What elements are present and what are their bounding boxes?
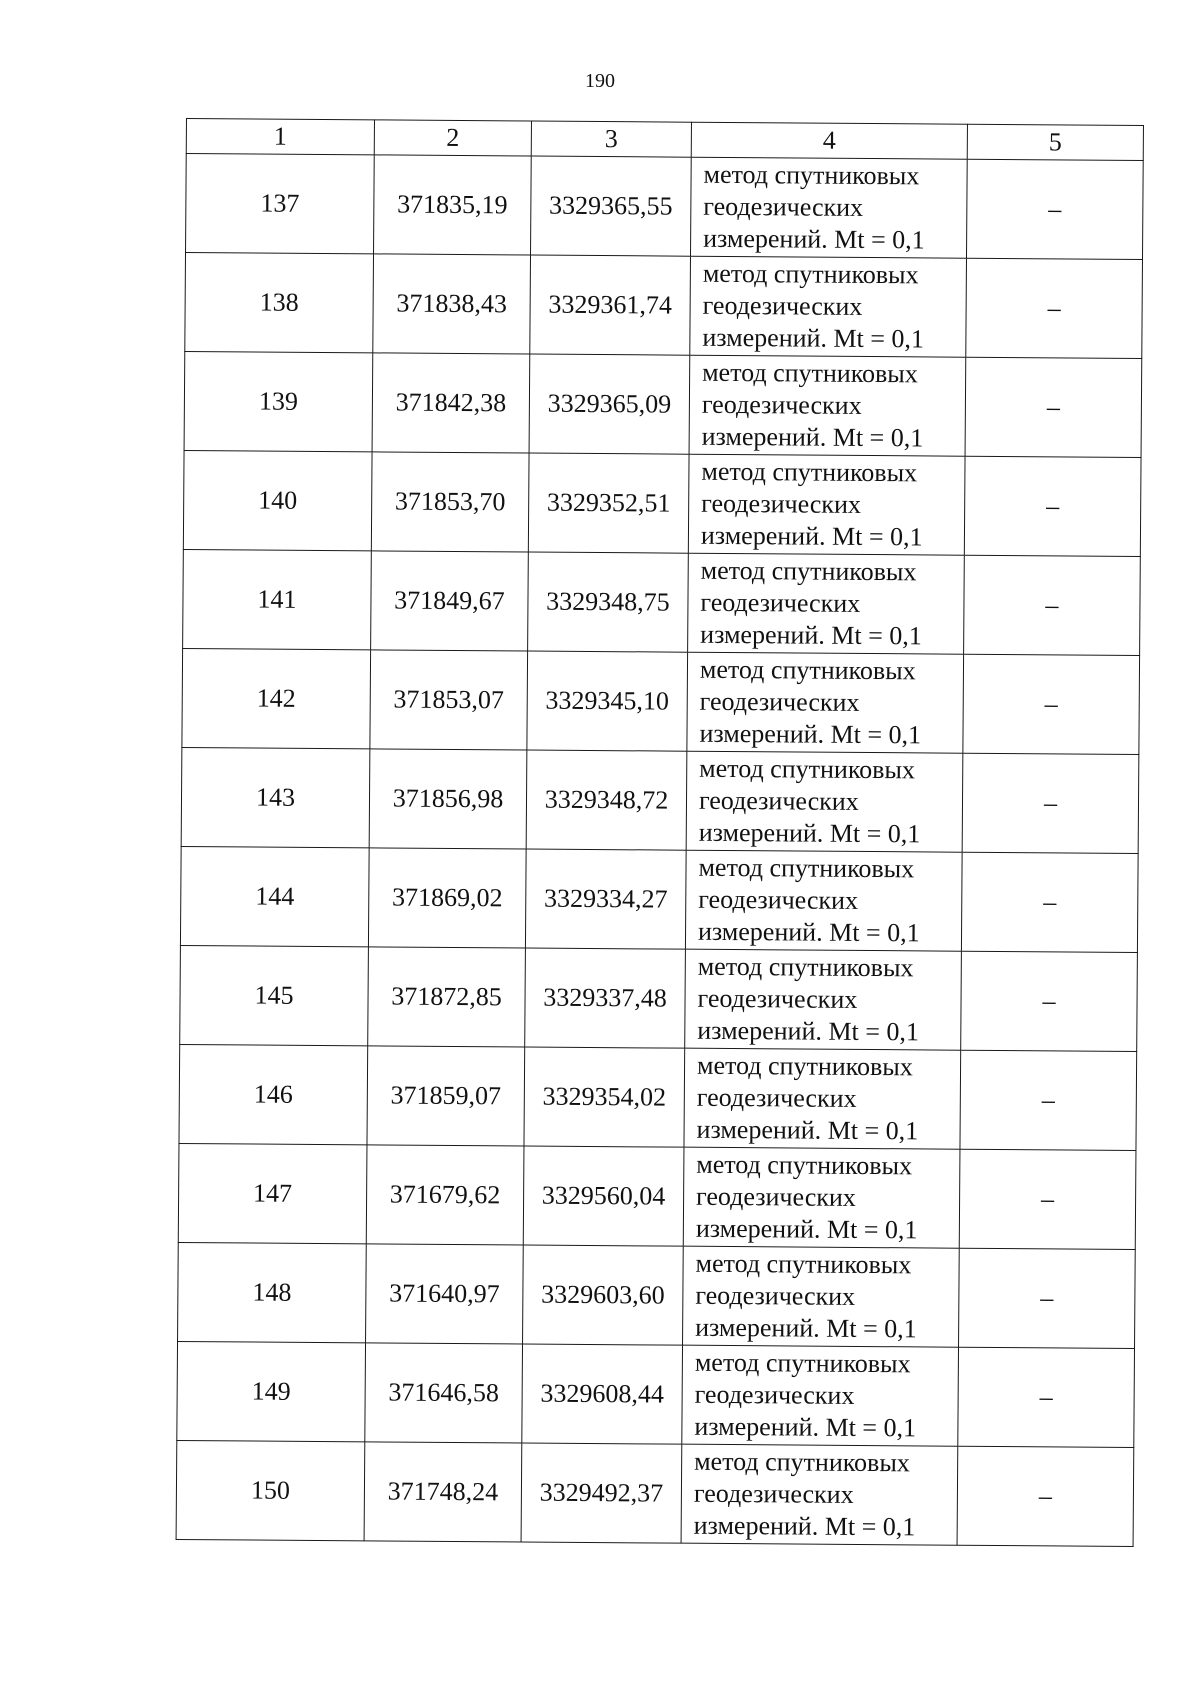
x-coordinate-cell: 371640,97 [366,1244,524,1344]
y-coordinate-cell: 3329492,37 [521,1443,682,1543]
page-number: 190 [585,70,615,92]
method-line: геодезических [693,1478,854,1509]
method-line: метод спутниковых [694,1347,911,1379]
method-line: геодезических [702,290,863,321]
y-coordinate-cell: 3329334,27 [525,849,686,949]
method-line: измерений. Mt = 0,1 [698,817,921,849]
method-cell [682,1345,959,1446]
note-cell: – [958,1347,1135,1447]
table-row [181,747,1139,853]
y-coordinate-cell: 3329348,75 [528,552,689,652]
point-number-cell: 144 [180,846,369,946]
method-line: геодезических [701,488,862,519]
method-line: геодезических [700,587,861,618]
table-row [185,253,1143,359]
note-cell: – [961,951,1138,1051]
method-line: геодезических [701,389,862,420]
point-number-cell: 139 [184,351,373,451]
y-coordinate-cell: 3329608,44 [522,1344,683,1444]
header-cell-5: 5 [967,124,1143,160]
method-line: геодезических [695,1280,856,1311]
method-line: метод спутниковых [695,1248,912,1280]
table-row [176,1440,1134,1546]
method-line: измерений. Mt = 0,1 [694,1411,917,1443]
table-row [179,1044,1137,1150]
y-coordinate-cell: 3329365,55 [531,156,692,256]
x-coordinate-cell: 371748,24 [364,1442,522,1542]
y-coordinate-cell: 3329365,09 [529,354,690,454]
method-cell [685,949,962,1050]
method-line: измерений. Mt = 0,1 [696,1114,919,1146]
point-number-cell: 150 [176,1440,365,1540]
table-body [176,154,1143,1547]
method-cell [683,1147,960,1248]
method-line: метод спутниковых [696,1050,913,1082]
y-coordinate-cell: 3329354,02 [524,1047,685,1147]
method-cell [685,850,962,951]
header-cell-4: 4 [691,122,967,159]
table-row [180,945,1138,1051]
x-coordinate-cell: 371835,19 [374,155,532,255]
table-row [180,846,1138,952]
method-line: измерений. Mt = 0,1 [700,520,923,552]
method-cell [686,751,963,852]
method-line: метод спутниковых [702,357,918,389]
method-line: метод спутниковых [697,951,914,983]
y-coordinate-cell: 3329352,51 [528,453,689,553]
x-coordinate-cell: 371838,43 [373,254,531,354]
point-number-cell: 141 [183,549,372,649]
y-coordinate-cell: 3329361,74 [530,255,691,355]
method-line: метод спутниковых [703,159,920,191]
note-cell: – [966,159,1143,259]
header-cell-3: 3 [531,121,691,157]
table-row [186,154,1144,260]
header-cell-1: 1 [186,119,374,155]
point-number-cell: 146 [179,1044,368,1144]
note-cell: – [966,258,1143,358]
point-number-cell: 143 [181,747,370,847]
method-line: измерений. Mt = 0,1 [703,223,925,255]
method-cell [681,1444,958,1545]
x-coordinate-cell: 371646,58 [365,1343,523,1443]
x-coordinate-cell: 371856,98 [369,749,527,849]
y-coordinate-cell: 3329603,60 [523,1245,684,1345]
method-line: измерений. Mt = 0,1 [693,1510,916,1542]
note-cell: – [961,852,1138,952]
method-line: измерений. Mt = 0,1 [697,1015,920,1047]
method-line: метод спутниковых [696,1149,913,1181]
method-cell [687,652,964,753]
method-cell [689,355,966,456]
point-number-cell: 138 [185,253,374,353]
table-row [183,549,1141,655]
table-row [177,1341,1135,1447]
point-number-cell: 149 [177,1341,366,1441]
point-number-cell: 137 [186,154,375,254]
x-coordinate-cell: 371849,67 [371,551,529,651]
point-number-cell: 148 [178,1242,367,1342]
method-cell [690,256,967,357]
note-cell: – [964,555,1141,655]
table-row [182,648,1140,754]
method-line: геодезических [698,884,859,915]
x-coordinate-cell: 371679,62 [366,1145,524,1245]
method-line: геодезических [696,1082,857,1113]
method-line: метод спутниковых [694,1446,910,1478]
note-cell: – [959,1248,1136,1348]
method-cell [688,454,965,555]
method-line: метод спутниковых [700,555,917,587]
method-line: измерений. Mt = 0,1 [695,1213,918,1245]
method-line: метод спутниковых [702,258,919,290]
method-line: метод спутниковых [699,654,916,686]
y-coordinate-cell: 3329345,10 [527,651,688,751]
x-coordinate-cell: 371859,07 [367,1046,525,1146]
table-row [184,351,1142,457]
method-line: геодезических [703,191,864,222]
method-line: геодезических [699,686,860,717]
method-line: метод спутниковых [699,753,916,785]
method-cell [688,553,965,654]
method-line: измерений. Mt = 0,1 [695,1312,917,1344]
method-line: геодезических [698,785,859,816]
point-number-cell: 147 [178,1143,367,1243]
x-coordinate-cell: 371853,70 [371,452,529,552]
table-row [178,1242,1136,1348]
method-line: геодезических [697,983,858,1014]
method-line: измерений. Mt = 0,1 [701,421,924,453]
method-line: измерений. Mt = 0,1 [700,619,922,651]
x-coordinate-cell: 371842,38 [372,353,530,453]
x-coordinate-cell: 371872,85 [368,947,526,1047]
y-coordinate-cell: 3329337,48 [525,948,686,1048]
point-number-cell: 140 [183,450,372,550]
method-cell [684,1048,961,1149]
method-cell [691,157,968,258]
method-line: геодезических [694,1379,855,1410]
note-cell: – [959,1149,1136,1249]
point-number-cell: 142 [182,648,371,748]
y-coordinate-cell: 3329560,04 [523,1146,684,1246]
note-cell: – [965,357,1142,457]
x-coordinate-cell: 371853,07 [370,650,528,750]
header-cell-2: 2 [374,120,531,156]
method-line: измерений. Mt = 0,1 [702,322,925,354]
method-cell [683,1246,960,1347]
x-coordinate-cell: 371869,02 [368,848,526,948]
y-coordinate-cell: 3329348,72 [526,750,687,850]
table-row [178,1143,1136,1249]
method-line: метод спутниковых [698,852,915,884]
note-cell: – [962,753,1139,853]
table-row [183,450,1141,556]
method-line: измерений. Mt = 0,1 [699,718,922,750]
coordinates-table [176,118,1144,1547]
note-cell: – [957,1446,1134,1546]
method-line: метод спутниковых [701,456,918,488]
note-cell: – [963,654,1140,754]
note-cell: – [960,1050,1137,1150]
method-line: измерений. Mt = 0,1 [697,916,920,948]
note-cell: – [964,456,1141,556]
method-line: геодезических [696,1181,856,1212]
point-number-cell: 145 [180,945,369,1045]
